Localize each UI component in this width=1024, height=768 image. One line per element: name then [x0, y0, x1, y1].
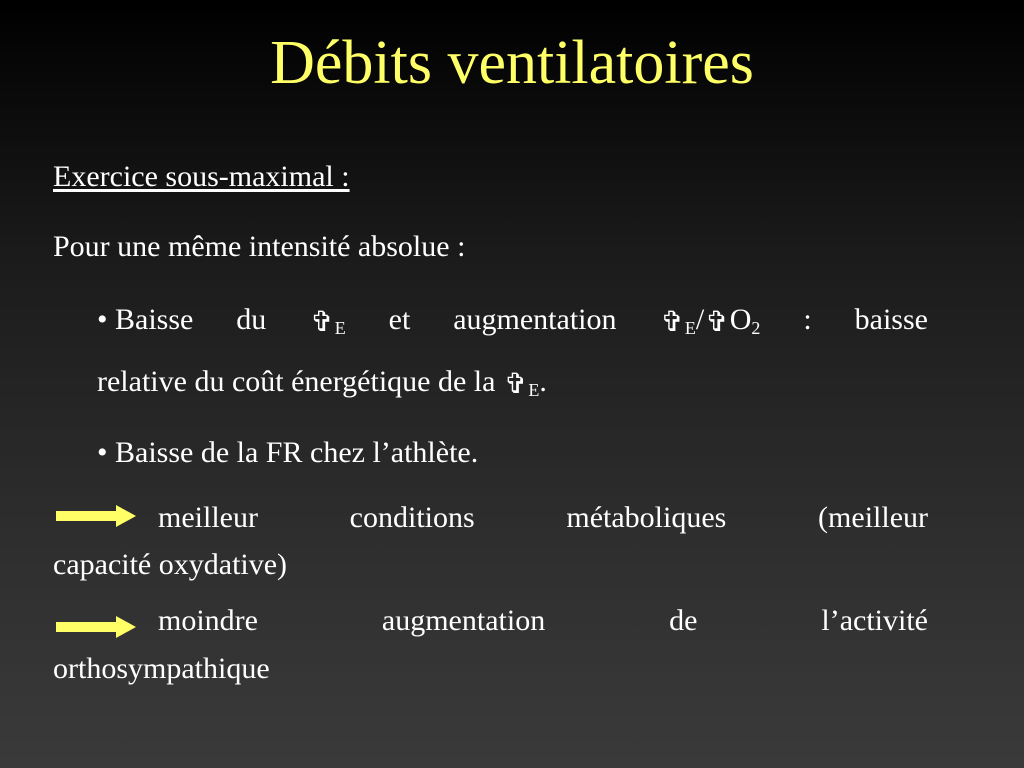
bullet1-colon: :	[803, 303, 812, 336]
section-heading: Exercice sous-maximal :	[53, 160, 350, 193]
bullet1-word-baisse2: baisse	[854, 303, 928, 336]
conclusion2-line1: moindre augmentation de l’activité	[158, 604, 928, 637]
v-dot-icon: ✞	[660, 307, 684, 338]
bullet1-line2: relative du coût énergétique de la $✞_E$.	[97, 365, 547, 400]
conclusion1-line1: meilleur conditions métaboliques (meilleur	[158, 501, 928, 534]
v-dot-icon: ✞	[503, 369, 528, 400]
v-dot-e-symbol: $✞_E$	[310, 307, 346, 338]
v-dot-icon: ✞	[705, 307, 729, 338]
bullet1-word-augmentation: augmentation	[453, 303, 617, 336]
ratio-symbol: $✞_E/✞O_2$	[660, 303, 761, 338]
conclusion2-line2: orthosympathique	[53, 652, 270, 685]
intro-line: Pour une même intensité absolue :	[53, 230, 466, 263]
bullet-marker: •	[97, 436, 108, 469]
bullet1-word-baisse: • Baisse	[97, 303, 194, 336]
right-arrow-icon	[56, 616, 136, 638]
bullet1-word-et: et	[388, 303, 411, 336]
bullet1-line1	[97, 303, 928, 338]
bullet-marker: •	[97, 303, 108, 336]
right-arrow-icon	[56, 505, 136, 527]
bullet2: • Baisse de la FR chez l’athlète.	[97, 436, 479, 469]
slide-title: Débits ventilatoires	[270, 29, 754, 97]
bullet1-word-du: du	[236, 303, 267, 336]
v-dot-icon: ✞	[310, 307, 334, 338]
conclusion1-line2: capacité oxydative)	[53, 548, 288, 581]
